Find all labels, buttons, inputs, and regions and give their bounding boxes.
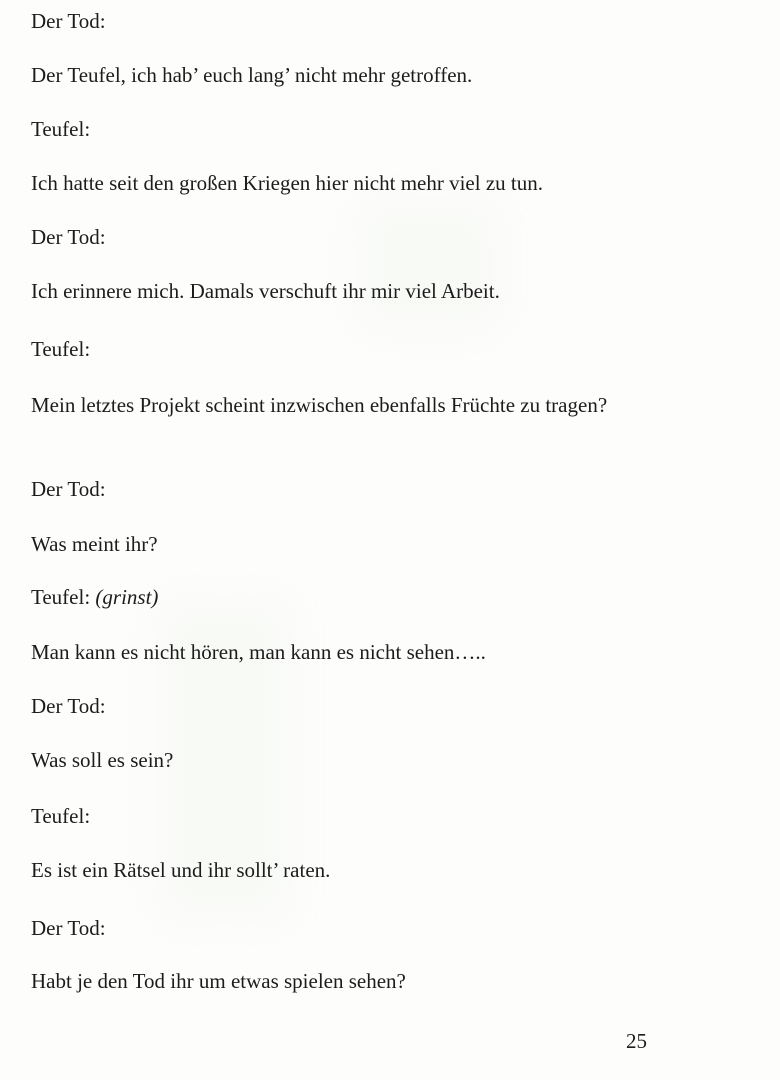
dialogue-line: Es ist ein Rätsel und ihr sollt’ raten. (31, 858, 331, 882)
show-through-shadow (360, 200, 500, 330)
speaker-label: Der Tod: (31, 9, 106, 33)
speaker-name: Teufel: (31, 585, 91, 609)
stage-direction: (grinst) (95, 585, 159, 609)
speaker-label (31, 584, 158, 610)
speaker-label: Teufel: (31, 117, 91, 141)
dialogue-line: Man kann es nicht hören, man kann es nicht sehen….. (31, 640, 486, 664)
page-number: 25 (626, 1029, 647, 1053)
dialogue-line: Habt je den Tod ihr um etwas spielen sehen? (31, 969, 406, 993)
speaker-label: Teufel: (31, 337, 91, 361)
speaker-label: Teufel: (31, 804, 91, 828)
speaker-label: Der Tod: (31, 225, 106, 249)
dialogue-line: Was soll es sein? (31, 748, 174, 772)
dialogue-line: Ich hatte seit den großen Kriegen hier nicht mehr viel zu tun. (31, 171, 543, 195)
speaker-label: Der Tod: (31, 694, 106, 718)
dialogue-line: Ich erinnere mich. Damals verschuft ihr mir viel Arbeit. (31, 279, 500, 303)
speaker-label: Der Tod: (31, 477, 106, 501)
speaker-label: Der Tod: (31, 916, 106, 940)
dialogue-line: Mein letztes Projekt scheint inzwischen ebenfalls Früchte zu tragen? (31, 393, 608, 417)
dialogue-line: Was meint ihr? (31, 532, 158, 556)
dialogue-line: Der Teufel, ich hab’ euch lang’ nicht mehr getroffen. (31, 63, 473, 87)
